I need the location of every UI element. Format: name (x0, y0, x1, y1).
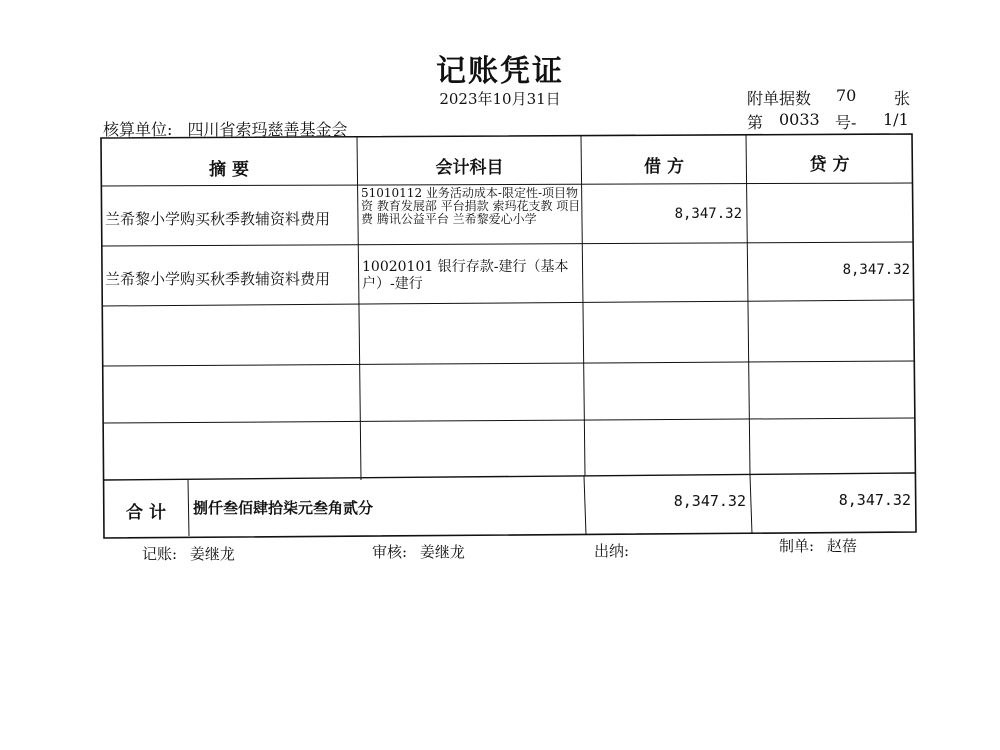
header-account: 会计科目 (435, 158, 504, 178)
attachments-label: 附单据数 (747, 89, 812, 108)
row2-credit: 8,347.32 (842, 262, 910, 278)
voucher-no-suffix: 号- (835, 113, 857, 132)
reviewer-name: 姜继龙 (419, 543, 465, 561)
header-credit: 贷 方 (809, 155, 850, 175)
attachments-count: 70 (836, 86, 857, 105)
row1-summary: 兰希黎小学购买秋季教辅资料费用 (105, 210, 331, 228)
header-summary: 摘 要 (209, 160, 249, 180)
bookkeeper-label: 记账: (142, 545, 178, 563)
unit-label: 核算单位: (103, 120, 173, 139)
preparer-name: 赵蓓 (826, 537, 857, 555)
bookkeeper-sign (142, 543, 235, 564)
voucher-no-prefix: 第 (747, 113, 764, 132)
bookkeeper-name: 姜继龙 (189, 545, 235, 563)
row1-account: 51010112 业务活动成本-限定性-项目物资 教育发展部 平台捐款 索玛花支教 项目费 腾讯公益平台 兰希黎爱心小学 (361, 186, 581, 226)
voucher-date: 2023年10月31日 (439, 90, 561, 108)
row2-account: 10020101 银行存款-建行（基本户）-建行 (362, 259, 569, 292)
cashier-label: 出纳: (594, 542, 630, 560)
header-debit: 借 方 (644, 157, 684, 177)
total-label: 合 计 (126, 503, 166, 523)
total-credit: 8,347.32 (838, 491, 911, 509)
unit-name: 四川省索玛慈善基金会 (187, 120, 348, 139)
preparer-sign (779, 535, 857, 556)
reviewer-label: 审核: (372, 543, 408, 561)
reviewer-sign (372, 541, 465, 562)
voucher-page: 1/1 (883, 110, 909, 129)
row2-summary: 兰希黎小学购买秋季教辅资料费用 (105, 270, 331, 288)
cashier-sign (594, 540, 637, 561)
attachments-unit: 张 (894, 89, 911, 108)
voucher-title: 记账凭证 (436, 54, 564, 89)
total-amount-in-words: 捌仟叁佰肆拾柒元叁角贰分 (193, 499, 374, 517)
voucher-number: 0033 (779, 110, 820, 129)
row1-debit: 8,347.32 (674, 206, 742, 222)
preparer-label: 制单: (779, 537, 815, 555)
total-debit: 8,347.32 (673, 492, 746, 510)
